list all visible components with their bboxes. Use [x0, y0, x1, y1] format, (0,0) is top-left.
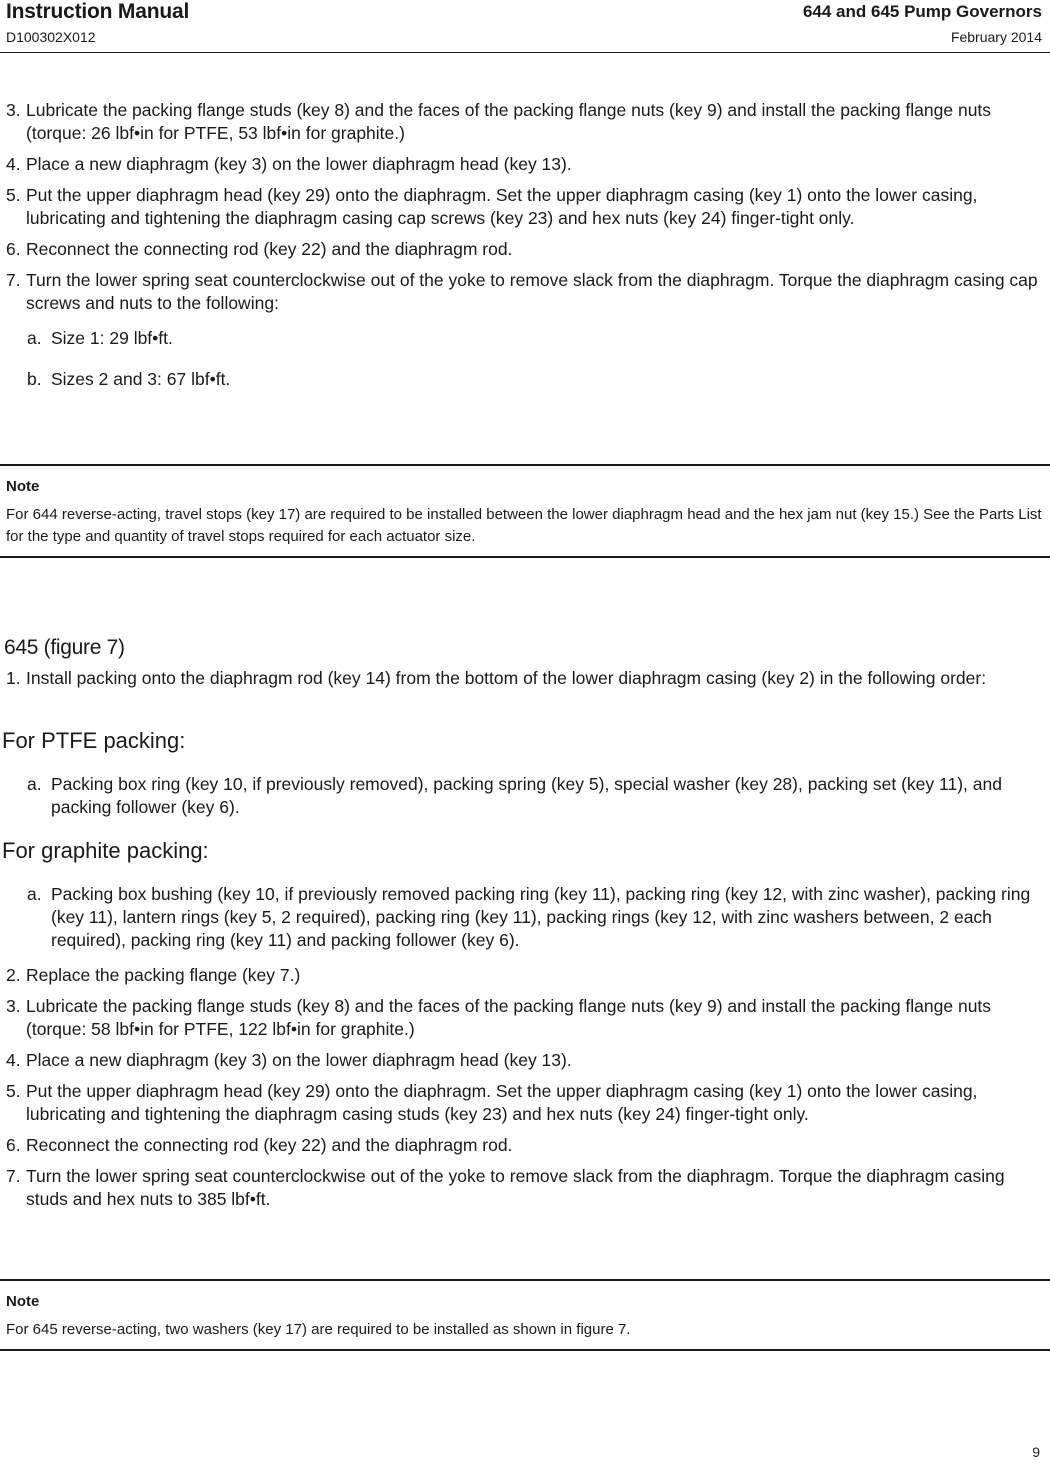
step-text: Reconnect the connecting rod (key 22) and the diaphragm rod. [26, 1135, 513, 1155]
substep-item [0, 883, 1050, 952]
product-title: 644 and 645 Pump Governors [802, 2, 1042, 21]
step-item [0, 153, 1050, 176]
ptfe-substeps [0, 773, 1050, 819]
graphite-substeps [0, 883, 1050, 952]
step-item [0, 238, 1050, 261]
substep-item [0, 327, 1050, 350]
section645-steps [0, 964, 1050, 1211]
step-number: 4. [6, 154, 21, 174]
step-number: 5. [6, 185, 21, 205]
graphite-packing-heading: For graphite packing: [2, 838, 209, 863]
substep-letter: a. [27, 328, 42, 348]
step-number: 1. [6, 668, 21, 688]
step-text: Place a new diaphragm (key 3) on the lower diaphragm head (key 13). [26, 154, 572, 174]
substep-text: Sizes 2 and 3: 67 lbf•ft. [51, 369, 231, 389]
step-item [0, 1165, 1050, 1211]
step-item [0, 1134, 1050, 1157]
step-text: Put the upper diaphragm head (key 29) onto the diaphragm. Set the upper diaphragm casing (key 1) onto the lower casing, lubricating and tightening the diaphragm casing cap screws (key 23) and hex nuts (key 24) finger-tight only. [26, 185, 978, 228]
step-item [0, 269, 1050, 315]
page-number: 9 [1032, 1444, 1040, 1460]
step-text: Replace the packing flange (key 7.) [26, 965, 301, 985]
step-number: 2. [6, 965, 21, 985]
step-number: 3. [6, 100, 21, 120]
step-text: Lubricate the packing flange studs (key 8) and the faces of the packing flange nuts (key 9) and install the packing flange nuts (torque: 58 lbf•in for PTFE, 122 lbf•in for graphite.) [26, 996, 992, 1039]
substep-letter: b. [27, 369, 42, 389]
step-number: 4. [6, 1050, 21, 1070]
step-text: Lubricate the packing flange studs (key 8) and the faces of the packing flange nuts (key 9) and install the packing flange nuts (torque: 26 lbf•in for PTFE, 53 lbf•in for graphite.) [26, 100, 992, 143]
note-label: Note [6, 478, 40, 495]
header-divider [0, 52, 1050, 53]
step-text: Install packing onto the diaphragm rod (key 14) from the bottom of the lower diaphragm casing (key 2) in the following order: [26, 668, 987, 688]
substep-item [0, 773, 1050, 819]
step-number: 6. [6, 239, 21, 259]
doc-date: February 2014 [950, 29, 1042, 45]
substep-text: Packing box ring (key 10, if previously removed), packing spring (key 5), special washer (key 28), packing set (key 11), and packing follower (key 6). [51, 774, 1002, 817]
step-number: 7. [6, 1166, 21, 1186]
note-box-644 [0, 464, 1050, 558]
ptfe-packing-heading: For PTFE packing: [2, 728, 186, 753]
step-number: 7. [6, 270, 21, 290]
substep-text: Packing box bushing (key 10, if previously removed packing ring (key 11), packing ring (key 12, with zinc washer), packing ring (key 11), lantern rings (key 5, 2 required), packing ring (key 11), packing rings (key 12, with zinc washers between, 2 each required), packing ring (key 11) and packing follower (key 6). [51, 884, 1031, 950]
step-number: 5. [6, 1081, 21, 1101]
step-item [0, 964, 1050, 987]
step-item [0, 1080, 1050, 1126]
step-text: Place a new diaphragm (key 3) on the lower diaphragm head (key 13). [26, 1050, 572, 1070]
step-item [0, 184, 1050, 230]
part1-steps [0, 99, 1050, 391]
step-item [0, 995, 1050, 1041]
substep-item [0, 368, 1050, 391]
note-box-645 [0, 1279, 1050, 1351]
header-right [803, 0, 1042, 48]
header-left [6, 0, 189, 48]
substep-text: Size 1: 29 lbf•ft. [51, 328, 173, 348]
step-number: 6. [6, 1135, 21, 1155]
substep-letter: a. [27, 774, 42, 794]
step-text: Turn the lower spring seat counterclockwise out of the yoke to remove slack from the diaphragm. Torque the diaphragm casing cap screws and nuts to the following: [26, 270, 1038, 313]
step-text: Put the upper diaphragm head (key 29) onto the diaphragm. Set the upper diaphragm casing (key 1) onto the lower casing, lubricating and tightening the diaphragm casing studs (key 23) and hex nuts (key 24) finger-tight only. [26, 1081, 978, 1124]
section645-step1 [0, 667, 1050, 690]
manual-title: Instruction Manual [6, 0, 190, 23]
section-title-645: 645 (figure 7) [4, 636, 125, 659]
step-item [0, 1049, 1050, 1072]
note-text: For 645 reverse-acting, two washers (key 17) are required to be installed as shown in figure 7. [6, 1321, 631, 1338]
step-text: Reconnect the connecting rod (key 22) and the diaphragm rod. [26, 239, 513, 259]
note-label: Note [6, 1293, 40, 1310]
step-item [0, 667, 1050, 690]
doc-number: D100302X012 [6, 29, 96, 45]
step-number: 3. [6, 996, 21, 1016]
step-text: Turn the lower spring seat counterclockwise out of the yoke to remove slack from the diaphragm. Torque the diaphragm casing studs and hex nuts to 385 lbf•ft. [26, 1166, 1005, 1209]
note-text: For 644 reverse-acting, travel stops (key 17) are required to be installed between the lower diaphragm head and the hex jam nut (key 15.) See the Parts List for the type and quantity of travel stops required for each actuator size. [6, 506, 1042, 545]
substep-letter: a. [27, 884, 42, 904]
step-item [0, 99, 1050, 145]
